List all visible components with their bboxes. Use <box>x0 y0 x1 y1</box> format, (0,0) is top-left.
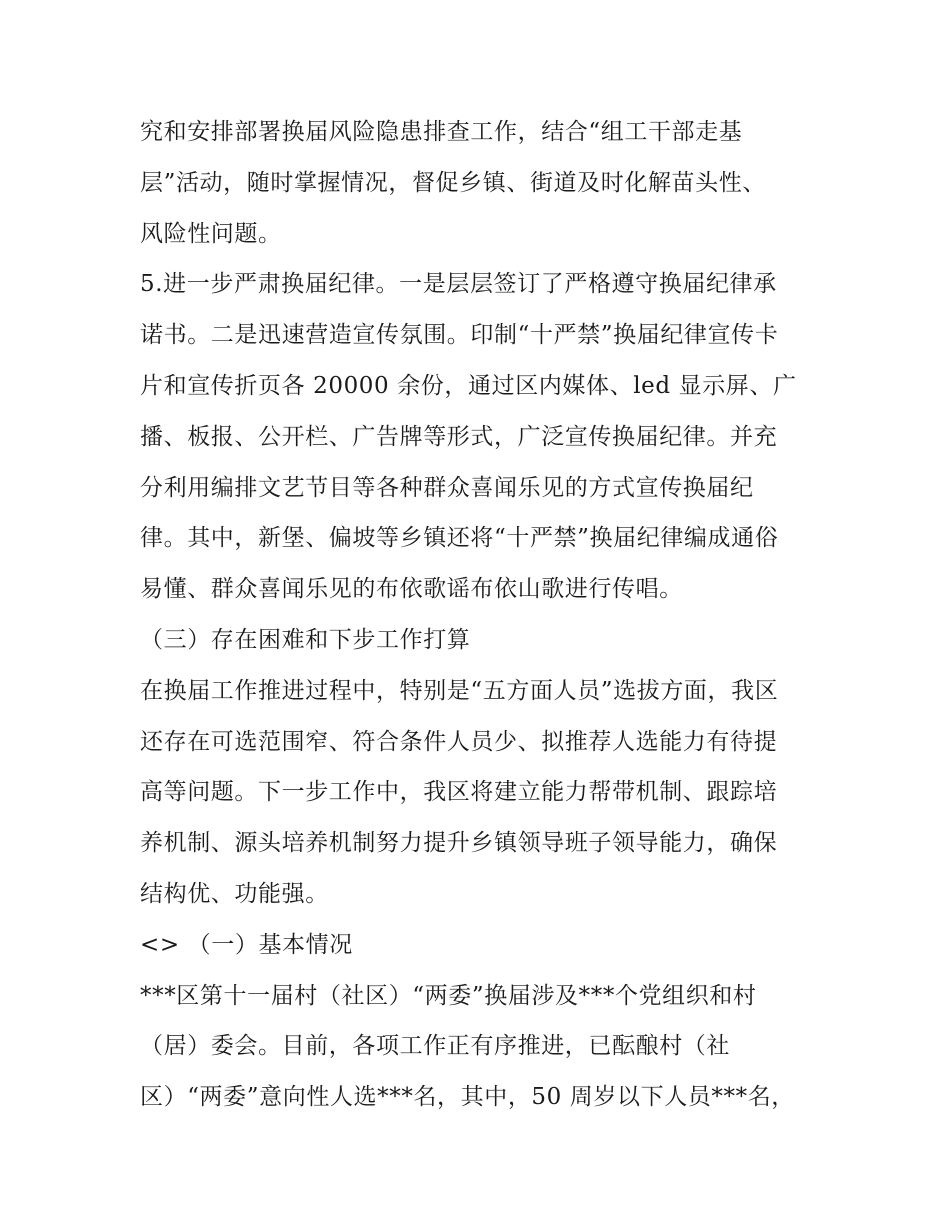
text-line: 还存在可选范围窄、符合条件人员少、拟推荐人选能力有待提 <box>140 728 778 755</box>
text-line: 诺书。二是迅速营造宣传氛围。印制“十严禁”换届纪律宣传卡 <box>140 322 779 349</box>
text-line: 结构优、功能强。 <box>140 880 329 907</box>
text-line: ***区第十一届村（社区）“两委”换届涉及***个党组织和村 <box>140 982 757 1009</box>
text-line: 播、板报、公开栏、广告牌等形式，广泛宣传换届纪律。并充 <box>140 423 778 450</box>
text-line: 分利用编排文艺节目等各种群众喜闻乐见的方式宣传换届纪 <box>140 474 754 501</box>
text-line: 层”活动，随时掌握情况，督促乡镇、街道及时化解苗头性、 <box>140 169 766 196</box>
text-line: 高等问题。下一步工作中，我区将建立能力帮带机制、跟踪培 <box>140 779 778 806</box>
text-line: 养机制、源头培养机制努力提升乡镇领导班子领导能力，确保 <box>140 830 778 857</box>
section-heading: <> （一）基本情况 <box>140 931 353 958</box>
text-line: （居）委会。目前，各项工作正有序推进，已酝酿村（社 <box>140 1033 730 1060</box>
text-line: 律。其中，新堡、偏坡等乡镇还将“十严禁”换届纪律编成通俗 <box>140 525 779 552</box>
text-line: 5.进一步严肃换届纪律。一是层层签订了严格遵守换届纪律承 <box>140 271 777 298</box>
text-line: 究和安排部署换届风险隐患排查工作，结合“组工干部走基 <box>140 119 743 145</box>
text-line: 风险性问题。 <box>140 220 282 247</box>
text-line: 易懂、群众喜闻乐见的布依歌谣布依山歌进行传唱。 <box>140 576 683 603</box>
text-line: 在换届工作推进过程中，特别是“五方面人员”选拔方面，我区 <box>140 677 779 704</box>
text-line: 片和宣传折页各 20000 余份，通过区内媒体、led 显示屏、广 <box>140 372 797 399</box>
text-line: 区）“两委”意向性人选***名，其中，50 周岁以下人员***名， <box>140 1084 795 1111</box>
section-heading: （三）存在困难和下步工作打算 <box>140 626 471 653</box>
document-body <box>140 107 830 1123</box>
